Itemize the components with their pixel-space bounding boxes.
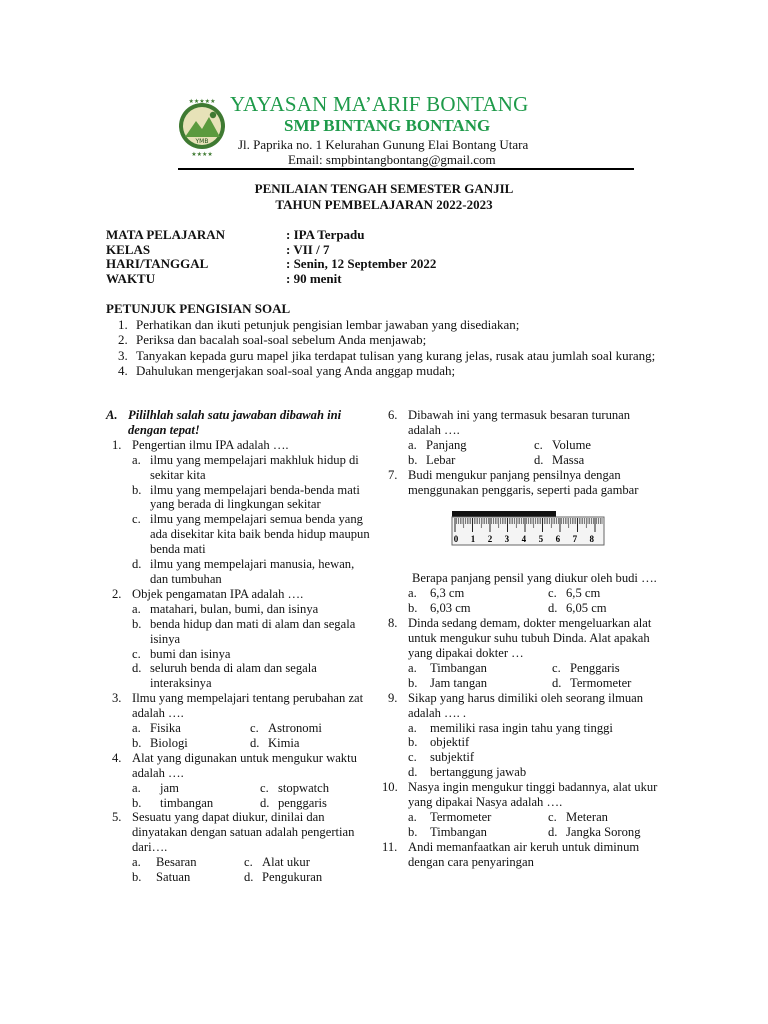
- school-logo: [176, 97, 228, 157]
- meta-row: HARI/TANGGAL : Senin, 12 September 2022: [106, 256, 437, 272]
- option[interactable]: c. Volume: [534, 437, 591, 452]
- header-divider: [178, 168, 634, 170]
- option[interactable]: a. jam: [132, 780, 179, 795]
- option-row: [106, 796, 374, 811]
- option[interactable]: c. 6,5 cm: [548, 586, 601, 601]
- option[interactable]: d. Massa: [534, 452, 585, 467]
- option-row: [106, 781, 374, 796]
- option[interactable]: c. Astronomi: [250, 721, 322, 736]
- option[interactable]: b. Satuan: [132, 870, 191, 885]
- option-row: [382, 676, 658, 691]
- option[interactable]: c. Alat ukur: [244, 855, 310, 870]
- option[interactable]: b. 6,03 cm: [408, 601, 471, 616]
- option[interactable]: a. Fisika: [132, 721, 181, 736]
- option-row: [382, 438, 658, 453]
- option: c. subjektif: [408, 750, 475, 765]
- option[interactable]: a. Termometer: [408, 809, 492, 824]
- option[interactable]: b. ilmu yang mempelajari benda-benda mati yang berada di lingkungan sekitar: [132, 482, 360, 512]
- option: b. objektif: [408, 735, 470, 750]
- option[interactable]: d. penggaris: [260, 795, 327, 810]
- school-email: Email: smpbintangbontang@gmail.com: [288, 152, 496, 167]
- option-row: [382, 810, 658, 825]
- option[interactable]: b. benda hidup dan mati di alam dan segala isinya: [132, 616, 356, 646]
- option-row: [382, 825, 658, 840]
- instruction-item: 4. Dahulukan mengerjakan soal-soal yang Anda anggap mudah;: [118, 362, 456, 378]
- left-column: [106, 408, 374, 885]
- question-9: 9. Sikap yang harus dimiliki oleh seorang ilmuan adalah …. .: [388, 690, 644, 720]
- option[interactable]: d. Pengukuran: [244, 870, 323, 885]
- instruction-item: 2. Periksa dan bacalah soal-soal sebelum Anda menjawab;: [118, 332, 427, 348]
- question-4: 4. Alat yang digunakan untuk mengukur waktu adalah ….: [112, 750, 357, 780]
- option-row: [382, 586, 658, 601]
- ruler-number: 4: [521, 534, 527, 545]
- meta-row: KELAS : VII / 7: [106, 241, 330, 257]
- question-10: 10. Nasya ingin mengukur tinggi badannya, alat ukur yang dipakai Nasya adalah ….: [382, 780, 658, 810]
- question-8: 8. Dinda sedang demam, dokter mengeluarkan alat untuk mengukur suhu tubuh Dinda. Alat apakah yang dipakai dokter …: [388, 616, 652, 660]
- instruction-item: 1. Perhatikan dan ikuti petunjuk pengisian lembar jawaban yang disediakan;: [118, 317, 520, 332]
- right-column: [382, 408, 658, 870]
- school-name: SMP BINTANG BONTANG: [284, 116, 491, 135]
- option: a. memiliki rasa ingin tahu yang tinggi: [408, 720, 613, 735]
- option-row: [382, 453, 658, 468]
- foundation-name: YAYASAN MA’ARIF BONTANG: [230, 92, 529, 116]
- option[interactable]: a. ilmu yang mempelajari makhluk hidup di sekitar kita: [132, 452, 359, 482]
- option[interactable]: d. ilmu yang mempelajari manusia, hewan, dan tumbuhan: [132, 557, 355, 586]
- option[interactable]: c. Penggaris: [552, 660, 620, 675]
- option-row: [106, 736, 374, 751]
- question-7: 7. Budi mengukur panjang pensilnya dengan menggunakan penggaris, seperti pada gambar: [388, 467, 639, 497]
- option[interactable]: a. matahari, bulan, bumi, dan isinya: [132, 601, 319, 616]
- instructions: [106, 301, 680, 378]
- question-11: 11. Andi memanfaatkan air keruh untuk diminum dengan cara penyaringan: [382, 839, 640, 869]
- option[interactable]: b. Timbangan: [408, 824, 487, 839]
- ruler-number: 1: [470, 534, 476, 545]
- option-row: [106, 855, 374, 870]
- ruler-numbers: [454, 534, 595, 544]
- meta-row: MATA PELAJARAN : IPA Terpadu: [106, 227, 365, 242]
- exam-year: TAHUN PEMBELAJARAN 2022-2023: [275, 197, 493, 212]
- instruction-item: 3. Tanyakan kepada guru mapel jika terdapat tulisan yang kurang jelas, rusak atau jumlah soal kurang;: [118, 347, 656, 363]
- option[interactable]: a. Timbangan: [408, 660, 487, 675]
- option[interactable]: b. Jam tangan: [408, 675, 488, 690]
- svg-text:★★★★: ★★★★: [191, 151, 213, 157]
- option[interactable]: d. 6,05 cm: [548, 601, 607, 616]
- option[interactable]: b. timbangan: [132, 795, 214, 810]
- option[interactable]: c. Meteran: [548, 809, 608, 824]
- option[interactable]: b. Lebar: [408, 452, 456, 467]
- option: d. bertanggung jawab: [408, 765, 527, 780]
- option[interactable]: c. ilmu yang mempelajari semua benda yang ada disekitar kita baik benda hidup maupun benda mati: [132, 512, 370, 557]
- question-3: 3. Ilmu yang mempelajari tentang perubahan zat adalah ….: [112, 691, 364, 721]
- instructions-title: PETUNJUK PENGISIAN SOAL: [106, 301, 291, 316]
- ruler-number: 7: [572, 534, 578, 545]
- option-row: [106, 870, 374, 885]
- svg-text:★★★★★: ★★★★★: [188, 98, 216, 105]
- exam-meta: [106, 227, 436, 285]
- option[interactable]: a. Besaran: [132, 855, 197, 870]
- option[interactable]: b. Biologi: [132, 735, 188, 750]
- ruler-number: 6: [555, 534, 561, 545]
- section-heading: A. Pililhlah salah satu jawaban dibawah ini dengan tepat!: [106, 408, 342, 437]
- question-6: 6. Dibawah ini yang termasuk besaran turunan adalah ….: [388, 408, 631, 437]
- option-row: [382, 661, 658, 676]
- option[interactable]: c. bumi dan isinya: [132, 646, 231, 661]
- option[interactable]: d. Jangka Sorong: [548, 824, 641, 839]
- ruler-number: 5: [538, 534, 544, 545]
- option[interactable]: d. Termometer: [552, 675, 632, 690]
- ruler-number: 3: [504, 534, 510, 545]
- ruler-figure: [450, 511, 606, 557]
- option[interactable]: d. Kimia: [250, 735, 300, 750]
- option[interactable]: c. stopwatch: [260, 780, 330, 795]
- question-1: 1. Pengertian ilmu IPA adalah ….: [112, 437, 289, 452]
- exam-title: PENILAIAN TENGAH SEMESTER GANJIL: [254, 181, 514, 196]
- option[interactable]: a. Panjang: [408, 437, 467, 452]
- meta-row: WAKTU : 90 menit: [106, 270, 342, 286]
- school-address: Jl. Paprika no. 1 Kelurahan Gunung Elai Bontang Utara: [238, 137, 529, 152]
- ruler-number: 8: [589, 534, 595, 545]
- option[interactable]: a. 6,3 cm: [408, 586, 465, 601]
- option-row: [382, 601, 658, 616]
- ruler-number: 0: [453, 534, 459, 545]
- question-5: 5. Sesuatu yang dapat diukur, dinilai dan dinyatakan dengan satuan adalah pengertian dari….: [112, 810, 355, 855]
- svg-text:YMB: YMB: [195, 138, 209, 145]
- option-row: [106, 721, 374, 736]
- question-2: 2. Objek pengamatan IPA adalah ….: [112, 586, 304, 601]
- option[interactable]: d. seluruh benda di alam dan segala interaksinya: [132, 661, 317, 691]
- question-7-prompt: Berapa panjang pensil yang diukur oleh budi ….: [412, 571, 657, 586]
- ruler-number: 2: [487, 534, 493, 545]
